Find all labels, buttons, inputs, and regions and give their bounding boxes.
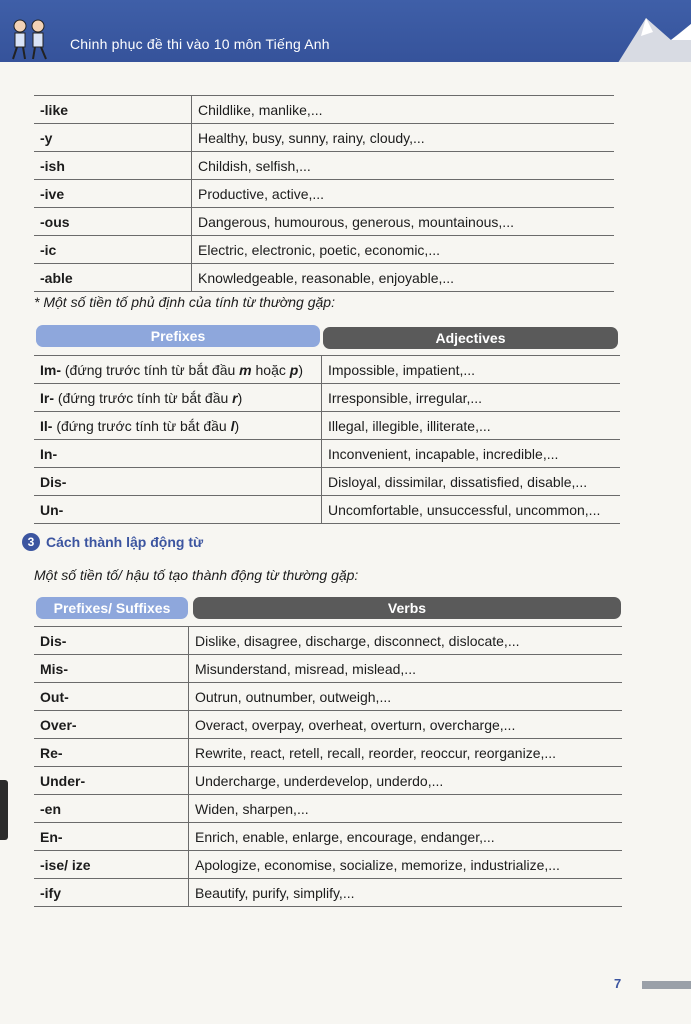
table-row (34, 356, 620, 384)
examples-cell: Productive, active,... (192, 180, 615, 208)
examples-cell: Uncomfortable, unsuccessful, uncommon,... (322, 496, 621, 524)
mascot-icon (6, 16, 52, 62)
examples-cell: Impossible, impatient,... (322, 356, 621, 384)
prefix-note: (đứng trước tính từ bắt đầu (54, 389, 233, 406)
table-row (34, 384, 620, 412)
prefix-main: Il- (40, 417, 53, 434)
examples-cell: Childlike, manlike,... (192, 96, 615, 124)
affix-cell: -ify (34, 879, 189, 907)
suffix-cell: -ish (34, 152, 192, 180)
section-number: 3 (22, 533, 40, 551)
examples-cell: Healthy, busy, sunny, rainy, cloudy,... (192, 124, 615, 152)
prefix-note: (đứng trước tính từ bắt đầu (52, 417, 231, 434)
table-row (34, 124, 614, 152)
verbs-header: Verbs (193, 597, 621, 619)
prefix-note: ) (234, 417, 240, 434)
section-heading (22, 533, 203, 551)
negative-prefix-note: * Một số tiền tố phủ định của tính từ thường gặp: (34, 294, 335, 310)
examples-cell: Rewrite, react, retell, recall, reorder, reoccur, reorganize,... (189, 739, 623, 767)
table-row (34, 627, 622, 655)
adjective-suffix-table (34, 95, 614, 292)
prefix-letter: r (232, 389, 238, 406)
verb-affix-table (34, 626, 622, 907)
affix-cell: -en (34, 795, 189, 823)
table-row (34, 683, 622, 711)
table-row (34, 180, 614, 208)
examples-cell: Dislike, disagree, discharge, disconnect, dislocate,... (189, 627, 623, 655)
binding-tab (0, 780, 8, 840)
examples-cell: Knowledgeable, reasonable, enjoyable,... (192, 264, 615, 292)
examples-cell: Overact, overpay, overheat, overturn, overcharge,... (189, 711, 623, 739)
affix-cell: Dis- (34, 627, 189, 655)
examples-cell: Disloyal, dissimilar, dissatisfied, disable,... (322, 468, 621, 496)
prefixes-suffixes-header: Prefixes/ Suffixes (36, 597, 188, 619)
suffix-cell: -ic (34, 236, 192, 264)
table-row (34, 208, 614, 236)
table-row (34, 739, 622, 767)
examples-cell: Enrich, enable, enlarge, encourage, endanger,... (189, 823, 623, 851)
prefix-cell (34, 412, 322, 440)
table-row (34, 879, 622, 907)
examples-cell: Dangerous, humourous, generous, mountainous,... (192, 208, 615, 236)
prefix-letter: p (289, 361, 299, 378)
affix-cell: Under- (34, 767, 189, 795)
prefix-cell (34, 440, 322, 468)
suffix-cell: -ous (34, 208, 192, 236)
table-row (34, 96, 614, 124)
prefix-note: ) (298, 361, 303, 378)
table-row (34, 412, 620, 440)
prefix-cell (34, 356, 322, 384)
prefix-cell (34, 384, 322, 412)
table-row (34, 496, 620, 524)
page-header (0, 0, 691, 66)
header-title: Chinh phục đề thi vào 10 môn Tiếng Anh (70, 36, 330, 52)
suffix-cell: -like (34, 96, 192, 124)
prefix-table (34, 355, 620, 524)
table-row (34, 236, 614, 264)
table-row (34, 152, 614, 180)
examples-cell: Electric, electronic, poetic, economic,... (192, 236, 615, 264)
affix-cell: Out- (34, 683, 189, 711)
table-row (34, 823, 622, 851)
page-number-bar (642, 981, 691, 989)
table-row (34, 655, 622, 683)
verb-affix-note: Một số tiền tố/ hậu tố tạo thành động từ thường gặp: (34, 567, 359, 583)
examples-cell: Misunderstand, misread, mislead,... (189, 655, 623, 683)
table-row (34, 767, 622, 795)
suffix-cell: -y (34, 124, 192, 152)
examples-cell: Apologize, economise, socialize, memorize, industrialize,... (189, 851, 623, 879)
examples-cell: Inconvenient, incapable, incredible,... (322, 440, 621, 468)
table-row (34, 468, 620, 496)
prefix-letter: m (239, 361, 252, 378)
prefix-note: hoặc (251, 361, 290, 378)
examples-cell: Widen, sharpen,... (189, 795, 623, 823)
table-row (34, 264, 614, 292)
examples-cell: Childish, selfish,... (192, 152, 615, 180)
section-title: Cách thành lập động từ (46, 534, 204, 550)
prefix-cell (34, 468, 322, 496)
affix-cell: Over- (34, 711, 189, 739)
prefix-main: In- (40, 445, 58, 462)
prefixes-header: Prefixes (36, 325, 320, 347)
prefix-main: Im- (40, 361, 61, 378)
affix-cell: -ise/ ize (34, 851, 189, 879)
suffix-cell: -able (34, 264, 192, 292)
prefix-main: Ir- (40, 389, 54, 406)
table-row (34, 851, 622, 879)
prefix-main: Un- (40, 501, 64, 518)
prefix-note: ) (237, 389, 243, 406)
affix-cell: Re- (34, 739, 189, 767)
examples-cell: Undercharge, underdevelop, underdo,... (189, 767, 623, 795)
table-row (34, 440, 620, 468)
prefix-note: (đứng trước tính từ bắt đầu (61, 361, 240, 378)
prefix-cell (34, 496, 322, 524)
examples-cell: Outrun, outnumber, outweigh,... (189, 683, 623, 711)
affix-cell: En- (34, 823, 189, 851)
page-number: 7 (614, 976, 622, 991)
examples-cell: Beautify, purify, simplify,... (189, 879, 623, 907)
adjectives-header: Adjectives (323, 327, 618, 349)
prefix-main: Dis- (40, 473, 67, 490)
table-row (34, 795, 622, 823)
table-row (34, 711, 622, 739)
examples-cell: Irresponsible, irregular,... (322, 384, 621, 412)
affix-cell: Mis- (34, 655, 189, 683)
prefix-letter: l (230, 417, 235, 434)
suffix-cell: -ive (34, 180, 192, 208)
examples-cell: Illegal, illegible, illiterate,... (322, 412, 621, 440)
